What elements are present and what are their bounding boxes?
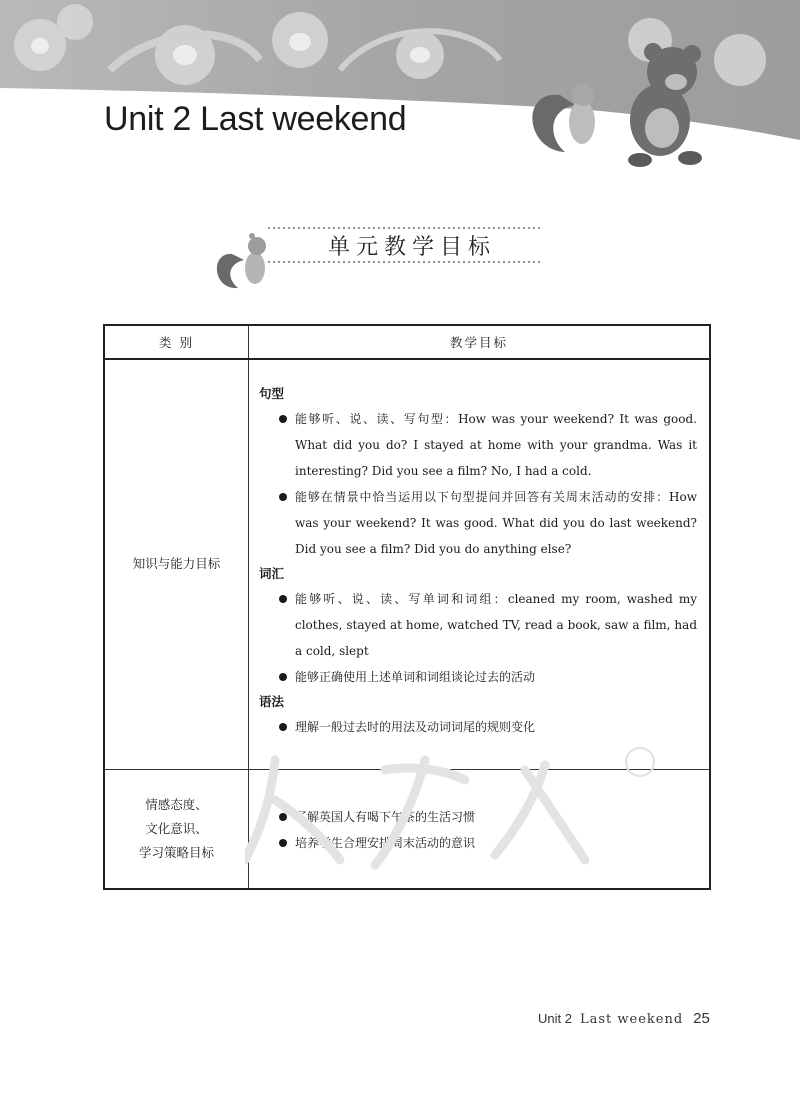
list-item: 能够听、说、读、写句型：How was your weekend? It was good. What did you do? I stayed at home with your grandma. Was it interesting? Did you see a film? No, I had a cold.	[259, 406, 697, 484]
list-item: 能够正确使用上述单词和词组谈论过去的活动	[259, 664, 697, 690]
category-line: 学习策略目标	[138, 844, 214, 860]
table-header-row	[104, 325, 710, 359]
section-heading	[210, 222, 550, 292]
list-item: 能够在情景中恰当运用以下句型提问并回答有关周末活动的安排：How was your weekend? It was good. What did you do last weekend? Did you see a film? Did you do anything else?	[259, 484, 697, 562]
category-cell: 知识与能力目标	[104, 359, 249, 769]
page-footer	[538, 1010, 710, 1027]
goals-cell	[249, 769, 711, 889]
section-heading-label: 单元教学目标	[328, 235, 497, 260]
subheading-sentence-patterns: 句型	[259, 386, 285, 401]
unit-title: Unit 2 Last weekend	[104, 100, 407, 138]
column-header-goals: 教学目标	[249, 325, 711, 359]
category-line: 文化意识、	[145, 820, 208, 836]
category-line: 情感态度、	[145, 796, 208, 812]
list-item: 理解一般过去时的用法及动词词尾的规则变化	[259, 714, 697, 740]
table-row	[104, 769, 710, 889]
list-item: 了解英国人有喝下午茶的生活习惯	[259, 804, 697, 830]
page-number: 25	[693, 1010, 710, 1027]
column-header-category: 类 别	[104, 325, 249, 359]
teaching-objectives-table	[103, 324, 711, 890]
goals-cell	[249, 359, 711, 769]
table-row	[104, 359, 710, 769]
list-item: 培养学生合理安排周末活动的意识	[259, 830, 697, 856]
footer-unit: Unit 2	[538, 1011, 572, 1026]
header-banner-illustration	[0, 0, 800, 175]
subheading-grammar: 语法	[259, 694, 285, 709]
subheading-vocabulary: 词汇	[259, 566, 285, 581]
category-cell	[104, 769, 249, 889]
footer-unit-name: Last weekend	[579, 1012, 684, 1027]
list-item: 能够听、说、读、写单词和词组：cleaned my room, washed my clothes, stayed at home, watched TV, read a book, saw a film, had a cold, slept	[259, 586, 697, 664]
